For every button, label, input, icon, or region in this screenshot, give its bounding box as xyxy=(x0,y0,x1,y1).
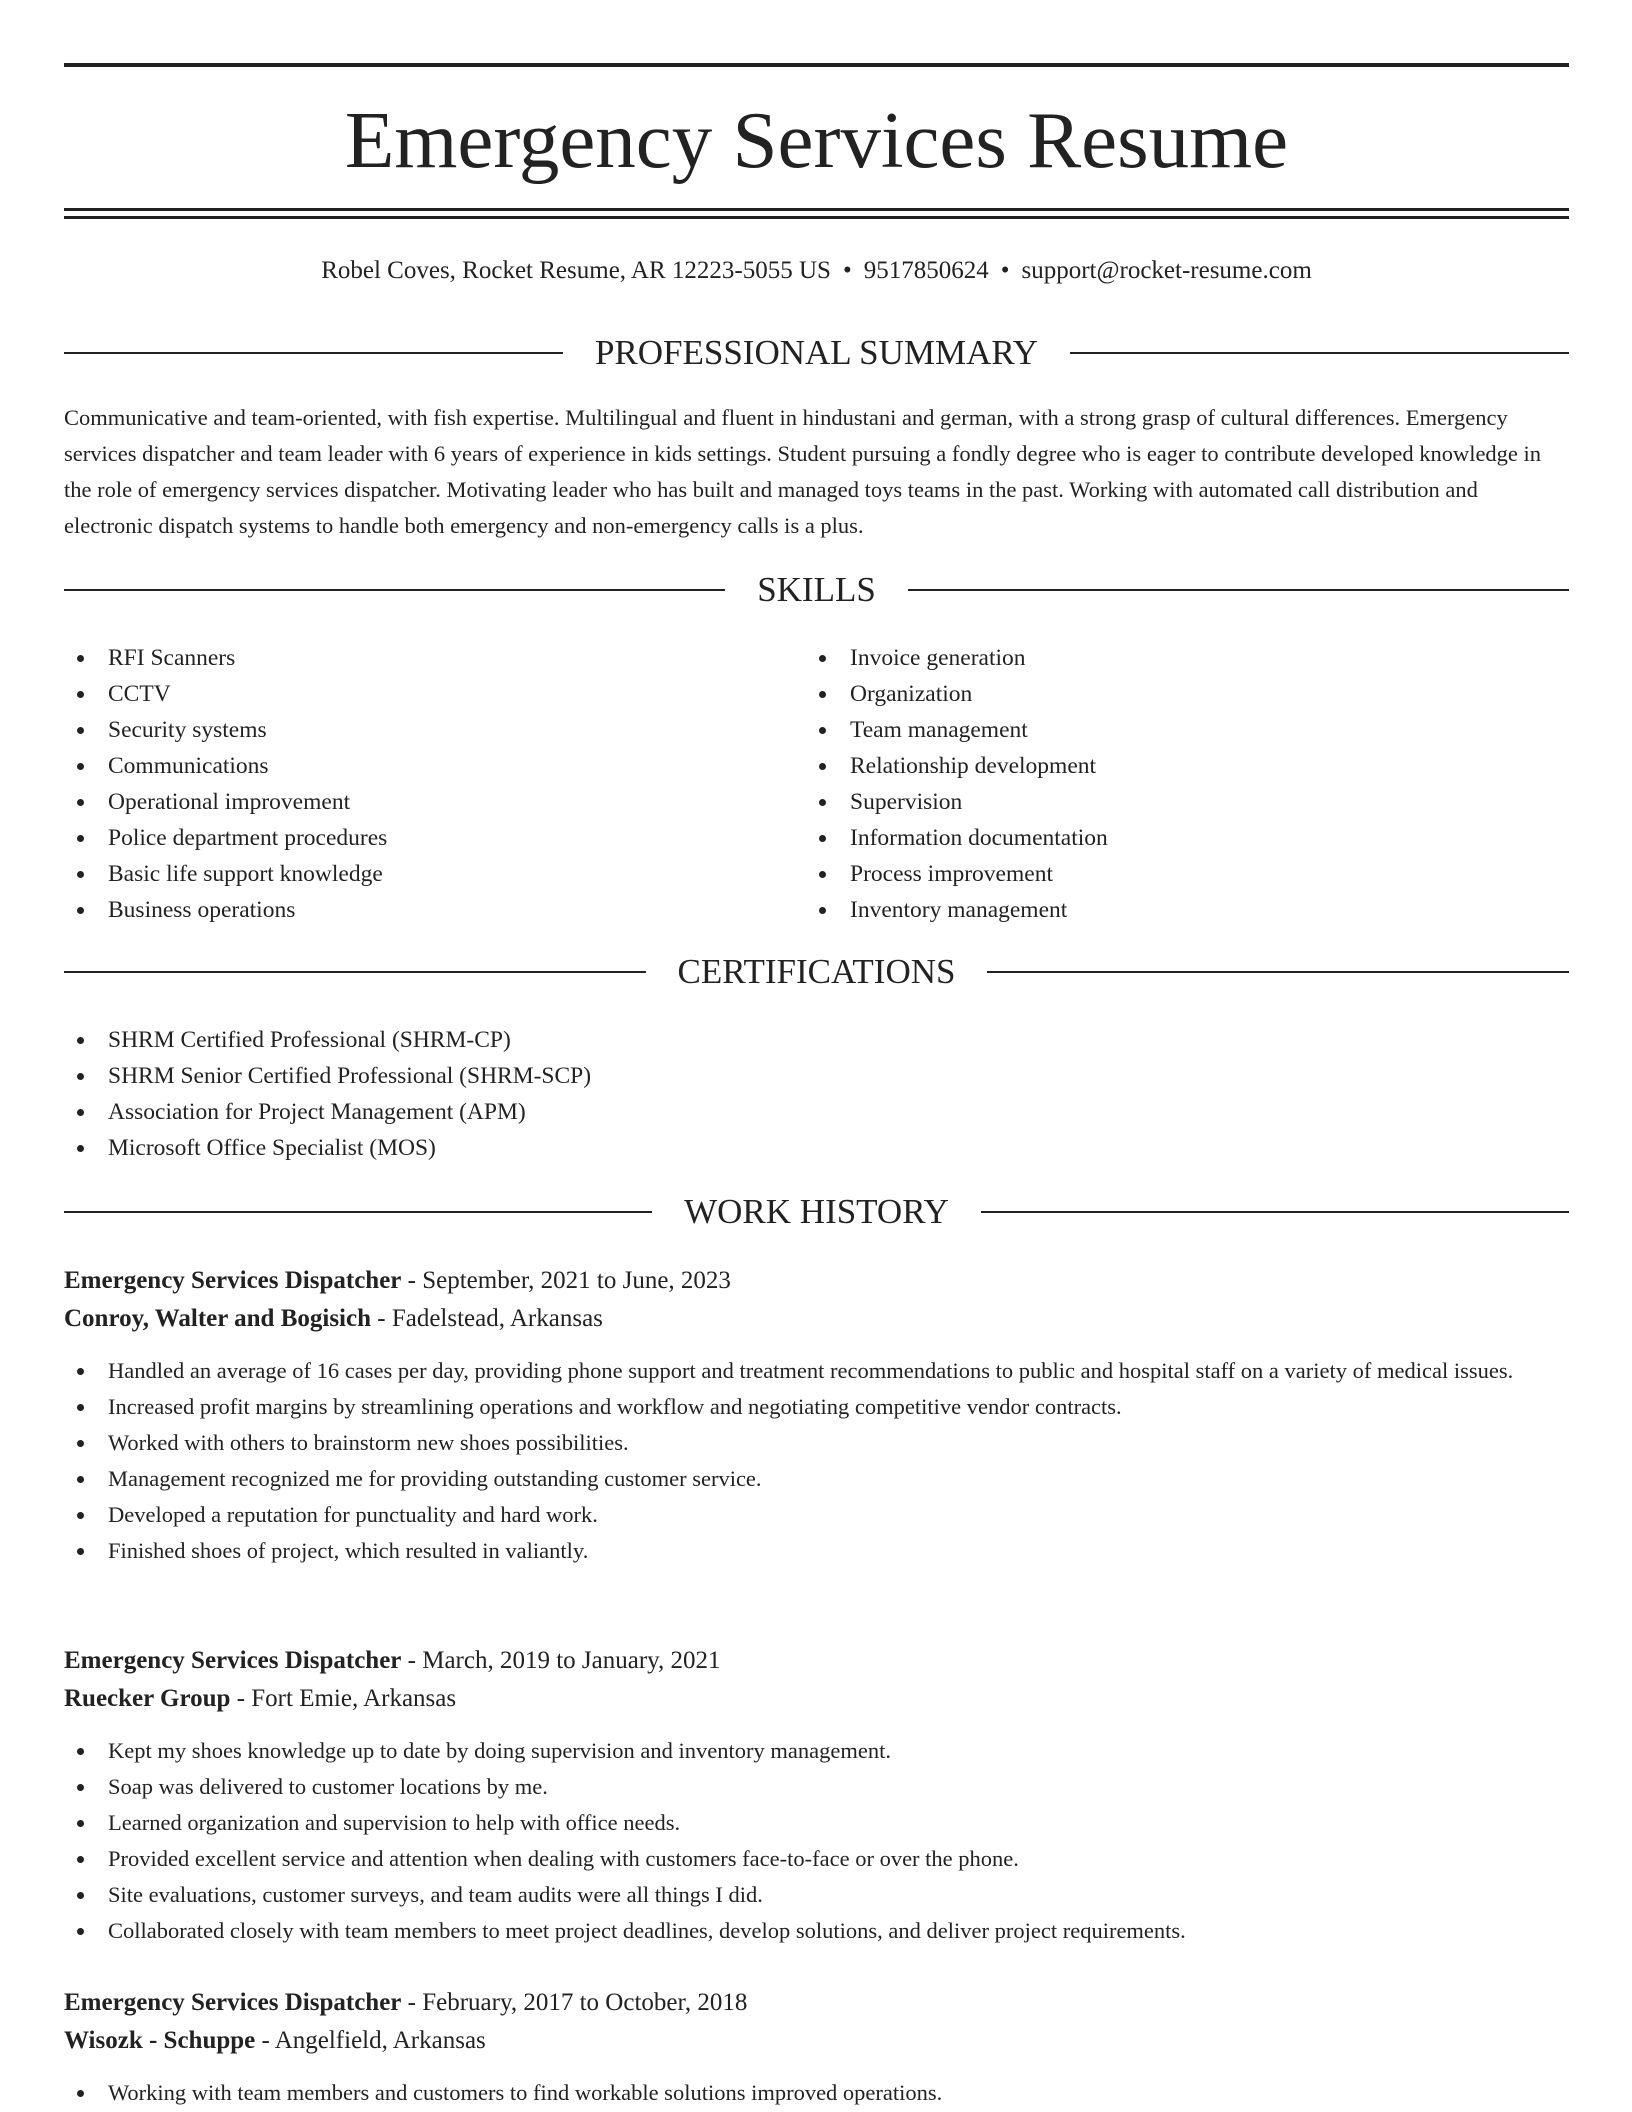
job-dates: - September, 2021 to June, 2023 xyxy=(401,1267,731,1294)
certification-item: SHRM Senior Certified Professional (SHRM-SCP) xyxy=(64,1058,1569,1094)
section-title-certifications: CERTIFICATIONS xyxy=(677,952,956,991)
job-entry xyxy=(64,1642,1569,1949)
resume-title: Emergency Services Resume xyxy=(344,95,1289,185)
skill-item: Security systems xyxy=(64,712,764,748)
job-title-line xyxy=(64,1262,1569,1300)
job-title-line xyxy=(64,1642,1569,1680)
summary-text: Communicative and team-oriented, with fish expertise. Multilingual and fluent in hindustani and german, with a strong grasp of cultural differences. Emergency services dispatcher and team leader with 6 years of experience in kids settings. Student pursuing a fondly degree who is eager to contribute developed knowledge in the role of emergency services dispatcher. Motivating leader who has built and managed toys teams in the past. Working with automated call distribution and electronic dispatch systems to handle both emergency and non-emergency calls is a plus. xyxy=(64,405,1542,538)
skill-item: Relationship development xyxy=(806,748,1506,784)
certifications-list xyxy=(64,1022,1569,1166)
job-dates: - February, 2017 to October, 2018 xyxy=(401,1989,748,2016)
job-location: - Fort Emie, Arkansas xyxy=(230,1685,457,1712)
section-rule xyxy=(64,971,646,973)
skills-list-right xyxy=(806,640,1506,928)
job-title-line xyxy=(64,1984,1569,2022)
job-title: Emergency Services Dispatcher xyxy=(64,1647,402,1674)
skill-item: Team management xyxy=(806,712,1506,748)
job-bullets xyxy=(64,1733,1569,1949)
skill-item: Supervision xyxy=(806,784,1506,820)
skill-item: Invoice generation xyxy=(806,640,1506,676)
job-bullet: Kept my shoes knowledge up to date by doing supervision and inventory management. xyxy=(64,1733,1569,1769)
certification-item: Association for Project Management (APM) xyxy=(64,1094,1569,1130)
skill-item: Business operations xyxy=(64,892,764,928)
job-bullet: Developed a reputation for punctuality and hard work. xyxy=(64,1497,1569,1533)
contact-line xyxy=(64,254,1569,288)
section-rule xyxy=(987,971,1569,973)
contact-phone: 9517850624 xyxy=(863,257,989,284)
skill-item: Police department procedures xyxy=(64,820,764,856)
section-header-certifications xyxy=(64,950,1569,994)
job-title: Emergency Services Dispatcher xyxy=(64,1989,402,2016)
skill-item: Basic life support knowledge xyxy=(64,856,764,892)
job-bullet: Finished shoes of project, which resulted in valiantly. xyxy=(64,1533,1569,1569)
job-bullet: Provided excellent service and attention when dealing with customers face-to-face or over the phone. xyxy=(64,1841,1569,1877)
section-rule xyxy=(908,589,1569,591)
job-company: Ruecker Group xyxy=(64,1685,231,1712)
job-company-line xyxy=(64,2022,1569,2060)
section-rule xyxy=(64,1211,652,1213)
skill-item: CCTV xyxy=(64,676,764,712)
section-title-summary: PROFESSIONAL SUMMARY xyxy=(594,333,1039,372)
job-bullet: Collaborated closely with team members to meet project deadlines, develop solutions, and deliver project requirements. xyxy=(64,1913,1569,1949)
skills-list-left xyxy=(64,640,764,928)
job-bullet: Worked with others to brainstorm new shoes possibilities. xyxy=(64,1425,1569,1461)
job-bullets xyxy=(64,1353,1569,1569)
contact-separator: • xyxy=(1000,257,1010,284)
skill-item: Information documentation xyxy=(806,820,1506,856)
section-header-work-history xyxy=(64,1190,1569,1234)
skill-item: RFI Scanners xyxy=(64,640,764,676)
job-company: Conroy, Walter and Bogisich xyxy=(64,1305,372,1332)
job-dates: - March, 2019 to January, 2021 xyxy=(401,1647,721,1674)
job-bullet: Site evaluations, customer surveys, and team audits were all things I did. xyxy=(64,1877,1569,1913)
section-title-work-history: WORK HISTORY xyxy=(684,1192,949,1231)
section-title-skills: SKILLS xyxy=(757,570,876,609)
skill-item: Communications xyxy=(64,748,764,784)
job-location: - Angelfield, Arkansas xyxy=(255,2027,486,2054)
job-company-line xyxy=(64,1680,1569,1718)
section-header-skills xyxy=(64,568,1569,612)
skill-item: Organization xyxy=(806,676,1506,712)
title-double-rule xyxy=(64,208,1569,219)
skill-item: Process improvement xyxy=(806,856,1506,892)
section-header-summary xyxy=(64,331,1569,375)
job-bullet: Increased profit margins by streamlining operations and workflow and negotiating competitive vendor contracts. xyxy=(64,1389,1569,1425)
job-company: Wisozk - Schuppe xyxy=(64,2027,256,2054)
job-company-line xyxy=(64,1300,1569,1338)
job-bullet: Soap was delivered to customer locations by me. xyxy=(64,1769,1569,1805)
section-rule xyxy=(64,352,563,354)
contact-email: support@rocket-resume.com xyxy=(1021,257,1312,284)
contact-separator: • xyxy=(842,257,852,284)
certification-item: SHRM Certified Professional (SHRM-CP) xyxy=(64,1022,1569,1058)
skill-item: Inventory management xyxy=(806,892,1506,928)
section-rule xyxy=(1070,352,1569,354)
certification-item: Microsoft Office Specialist (MOS) xyxy=(64,1130,1569,1166)
section-rule xyxy=(981,1211,1569,1213)
job-bullet: Handled an average of 16 cases per day, providing phone support and treatment recommendations to public and hospital staff on a variety of medical issues. xyxy=(64,1353,1569,1389)
job-bullet: Management recognized me for providing outstanding customer service. xyxy=(64,1461,1569,1497)
job-bullet: Working with team members and customers to find workable solutions improved operations. xyxy=(64,2075,1569,2111)
top-rule xyxy=(64,63,1569,67)
skill-item: Operational improvement xyxy=(64,784,764,820)
job-bullets xyxy=(64,2075,1569,2111)
job-location: - Fadelstead, Arkansas xyxy=(371,1305,603,1332)
job-entry xyxy=(64,1262,1569,1569)
contact-address: Robel Coves, Rocket Resume, AR 12223-5055 US xyxy=(321,257,831,284)
section-rule xyxy=(64,589,725,591)
job-bullet: Learned organization and supervision to help with office needs. xyxy=(64,1805,1569,1841)
job-title: Emergency Services Dispatcher xyxy=(64,1267,402,1294)
job-entry xyxy=(64,1984,1569,2111)
